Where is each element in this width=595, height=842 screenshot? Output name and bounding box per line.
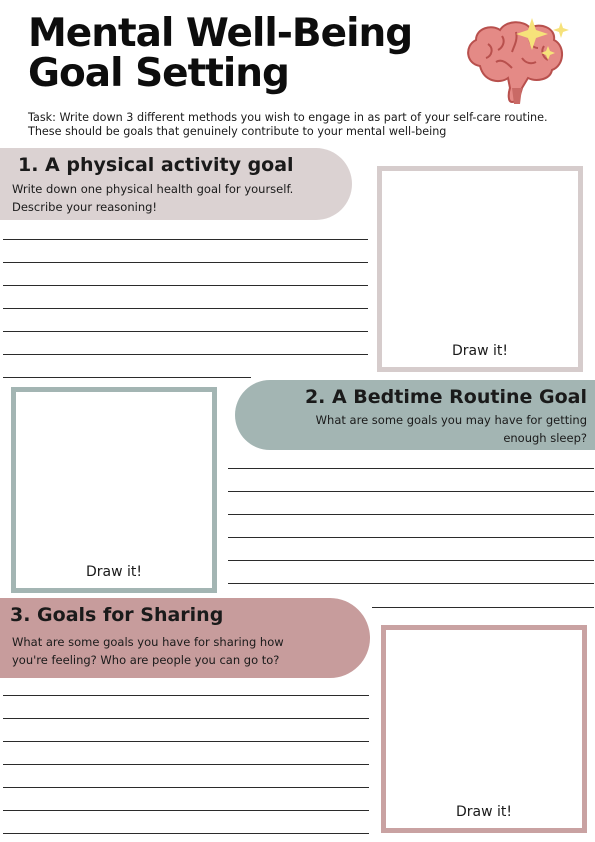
section-1-draw-label: Draw it!	[451, 343, 508, 359]
writing-line[interactable]	[3, 695, 369, 696]
writing-line[interactable]	[372, 607, 594, 608]
section-1-drawing-box[interactable]	[377, 166, 583, 372]
section-2-banner	[235, 380, 595, 450]
page-title	[28, 11, 413, 96]
writing-line[interactable]	[228, 560, 594, 561]
writing-line[interactable]	[228, 514, 594, 515]
section-1-heading: 1. A physical activity goal	[18, 154, 294, 176]
section-2-prompt-line-1: What are some goals you may have for getting	[315, 413, 587, 427]
writing-line[interactable]	[3, 377, 251, 378]
section-2-drawing-box[interactable]	[11, 387, 217, 593]
section-1-prompt-line-1: Write down one physical health goal for yourself.	[12, 182, 294, 196]
section-1-prompt-line-2: Describe your reasoning!	[12, 200, 158, 214]
section-3-drawing-box[interactable]	[381, 625, 587, 833]
writing-line[interactable]	[3, 331, 368, 332]
brain-icon	[462, 18, 577, 106]
section-3-banner	[0, 598, 370, 678]
writing-line[interactable]	[3, 741, 369, 742]
section-2-prompt-line-2: enough sleep?	[503, 431, 587, 445]
writing-line[interactable]	[3, 764, 369, 765]
writing-line[interactable]	[3, 262, 368, 263]
writing-line[interactable]	[3, 239, 368, 240]
section-1-banner	[0, 148, 352, 220]
writing-line[interactable]	[3, 810, 369, 811]
writing-line[interactable]	[3, 833, 369, 834]
title-line-2: Goal Setting	[28, 51, 289, 96]
writing-line[interactable]	[3, 787, 369, 788]
writing-line[interactable]	[228, 468, 594, 469]
writing-line[interactable]	[228, 491, 594, 492]
writing-line[interactable]	[3, 354, 368, 355]
writing-line[interactable]	[228, 583, 594, 584]
section-2-draw-label: Draw it!	[85, 564, 142, 580]
writing-line[interactable]	[3, 308, 368, 309]
section-3-draw-label: Draw it!	[455, 804, 512, 820]
writing-line[interactable]	[228, 537, 594, 538]
section-3-heading: 3. Goals for Sharing	[10, 604, 224, 626]
section-2-heading: 2. A Bedtime Routine Goal	[304, 386, 587, 408]
writing-line[interactable]	[3, 718, 369, 719]
writing-line[interactable]	[3, 285, 368, 286]
title-line-1: Mental Well-Being	[28, 11, 413, 56]
task-description: Task: Write down 3 different methods you wish to engage in as part of your self-care routine. These should be goals that genuinely contribute to your mental well-being	[28, 111, 548, 138]
section-3-prompt-line-2: you're feeling? Who are people you can go to?	[12, 653, 280, 667]
section-3-prompt-line-1: What are some goals you have for sharing how	[12, 635, 284, 649]
